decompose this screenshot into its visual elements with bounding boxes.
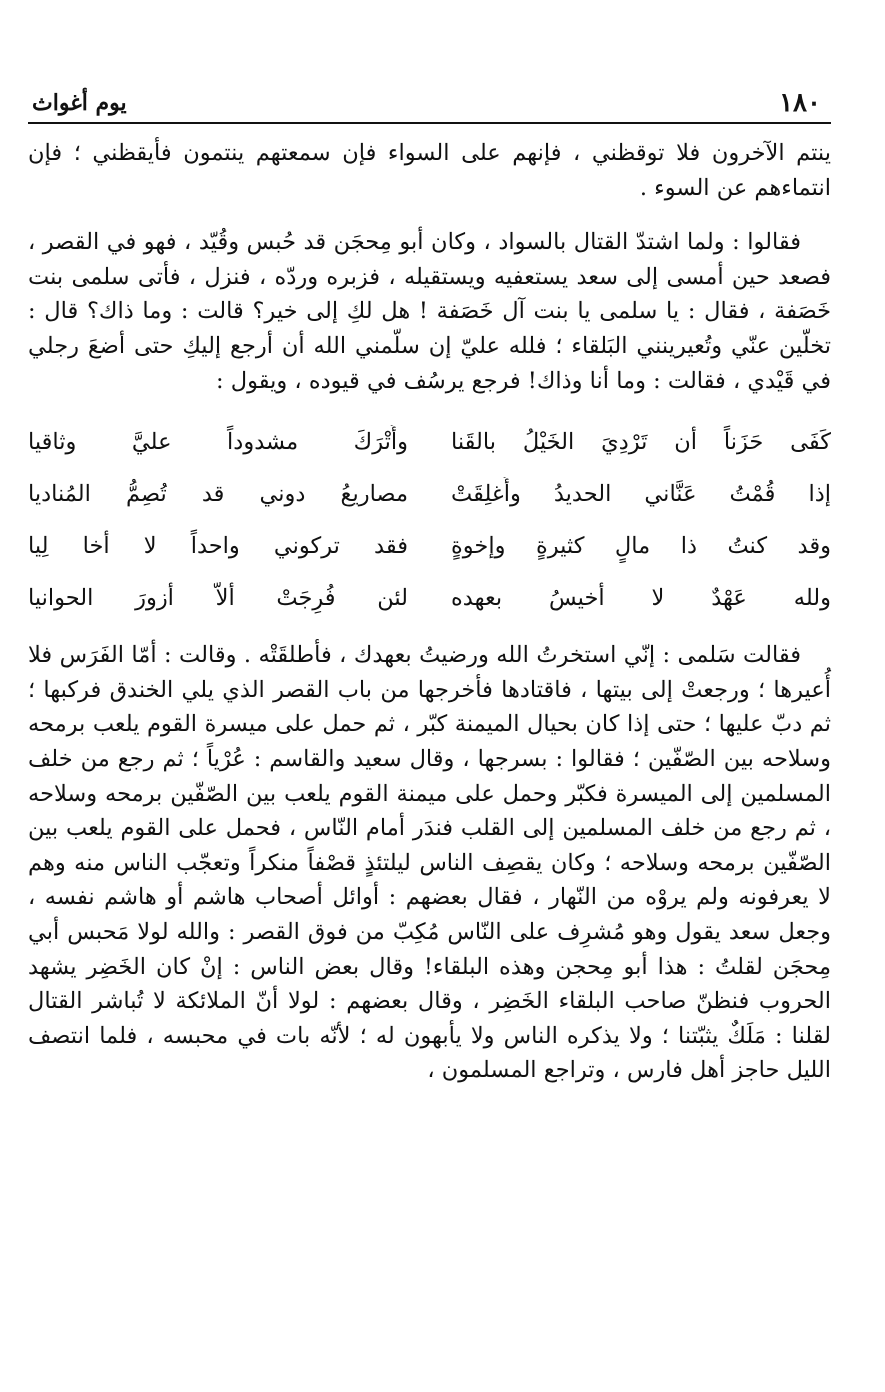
verse-first-hemistich: إذا قُمْتُ عَنَّاني الحديدُ وأُغلِقَتْ — [451, 480, 831, 507]
verse-second-hemistich: فقد تركوني واحداً لا أخا لِيا — [28, 532, 408, 559]
verse-second-hemistich: لئن فُرِجَتْ ألاّ أزورَ الحوانيا — [28, 584, 408, 611]
verse-first-hemistich: ولله عَهْدٌ لا أخيسُ بعهده — [451, 584, 831, 611]
poem-verse — [28, 468, 831, 520]
paragraph: فقالت سَلمى : إنّي استخرتُ الله ورضيتُ بعهدك ، فأطلقَتْه . وقالت : أمّا الفَرَس فلا أُعيرها ؛ ورجعتْ إلى بيتها ، فاقتادها فأخرجها من باب القصر الذي يلي الخندق فركبها ؛ ثم دبّ عليها ؛ حتى إذا كان بحيال الميمنة كبّر ، ثم حمل على ميسرة القوم يلعب برمحه وسلاحه بين الصّفّين ؛ فقالوا : بسرجها ، وقال سعيد والقاسم : عُرْياً ؛ ثم رجع من خلف المسلمين إلى الميسرة فكبّر وحمل على ميمنة القوم يلعب بين الصّفّين برمحه وسلاحه ، ثم رجع من خلف المسلمين إلى القلب فندَر أمام النّاس ، فحمل على القوم يلعب بين الصّفّين برمحه وسلاحه ؛ وكان يقصِف الناس ليلتئذٍ قصْفاً منكراً وتعجّب الناس منه وهم لا يعرفونه ولم يروْه من النّهار ، فقال بعضهم : أوائل أصحاب هاشم أو هاشم نفسه ، وجعل سعد يقول وهو مُشرِف على النّاس مُكِبّ من فوق القصر : والله لولا مَحبس أبي مِحجَن لقلتُ : هذا أبو مِحجن وهذه البلقاء! وقال بعض الناس : إنْ كان الخَضِر يشهد الحروب فنظنّ صاحب البلقاء الخَضِر ، وقال بعضهم : لولا أنّ الملائكة لا تُباشر القتال لقلنا : مَلَكٌ يثبّتنا ؛ ولا يذكره الناس ولا يأبهون له ؛ لأنّه بات في محبسه ، فلما انتصف الليل حاجز أهل فارس ، وتراجع المسلمون ، — [28, 642, 831, 1084]
verse-second-hemistich: وأُتْرَكَ مشدوداً عليَّ وثاقيا — [28, 428, 408, 455]
verse-second-hemistich: مصاريعُ دوني قد تُصِمُّ المُناديا — [28, 480, 408, 507]
page-body — [28, 136, 831, 1088]
page-number: ١٨٠ — [779, 88, 821, 118]
poem-verse — [28, 572, 831, 624]
poem-verse — [28, 520, 831, 572]
paragraph: ينتم الآخرون فلا توقظني ، فإنهم على السواء فإن سمعتهم ينتمون فأيقظني ؛ فإن انتماءهم عن السوء . — [28, 140, 831, 201]
verse-first-hemistich: وقد كنتُ ذا مالٍ كثيرةٍ وإخوةٍ — [451, 532, 831, 559]
poem-verse — [28, 416, 831, 468]
poem — [28, 416, 831, 624]
running-title: يوم أغواث — [32, 90, 127, 116]
verse-first-hemistich: كَفَى حَزَناً أن تَرْدِيَ الخَيْلُ بالقَنا — [451, 428, 831, 455]
paragraph: فقالوا : ولما اشتدّ القتال بالسواد ، وكان أبو مِحجَن قد حُبس وقُيّد ، فهو في القصر ، فصعد حين أمسى إلى سعد يستعفيه ويستقيله ، فزبره وردّه ، فنزل ، فأتى سلمى بنت خَصَفة ، فقال : يا سلمى يا بنت آل خَصَفة ! هل لكِ إلى خير؟ قالت : وما ذاك؟ قال : تخلّين عنّي وتُعيرينني البَلقاء ؛ فلله عليّ إن سلّمني الله أن أرجع إليكِ حتى أضعَ رجلي في قَيْدي ، فقالت : وما أنا وذاك! فرجع يرسُف في قيوده ، ويقول : — [28, 229, 831, 394]
page-header — [28, 76, 831, 124]
